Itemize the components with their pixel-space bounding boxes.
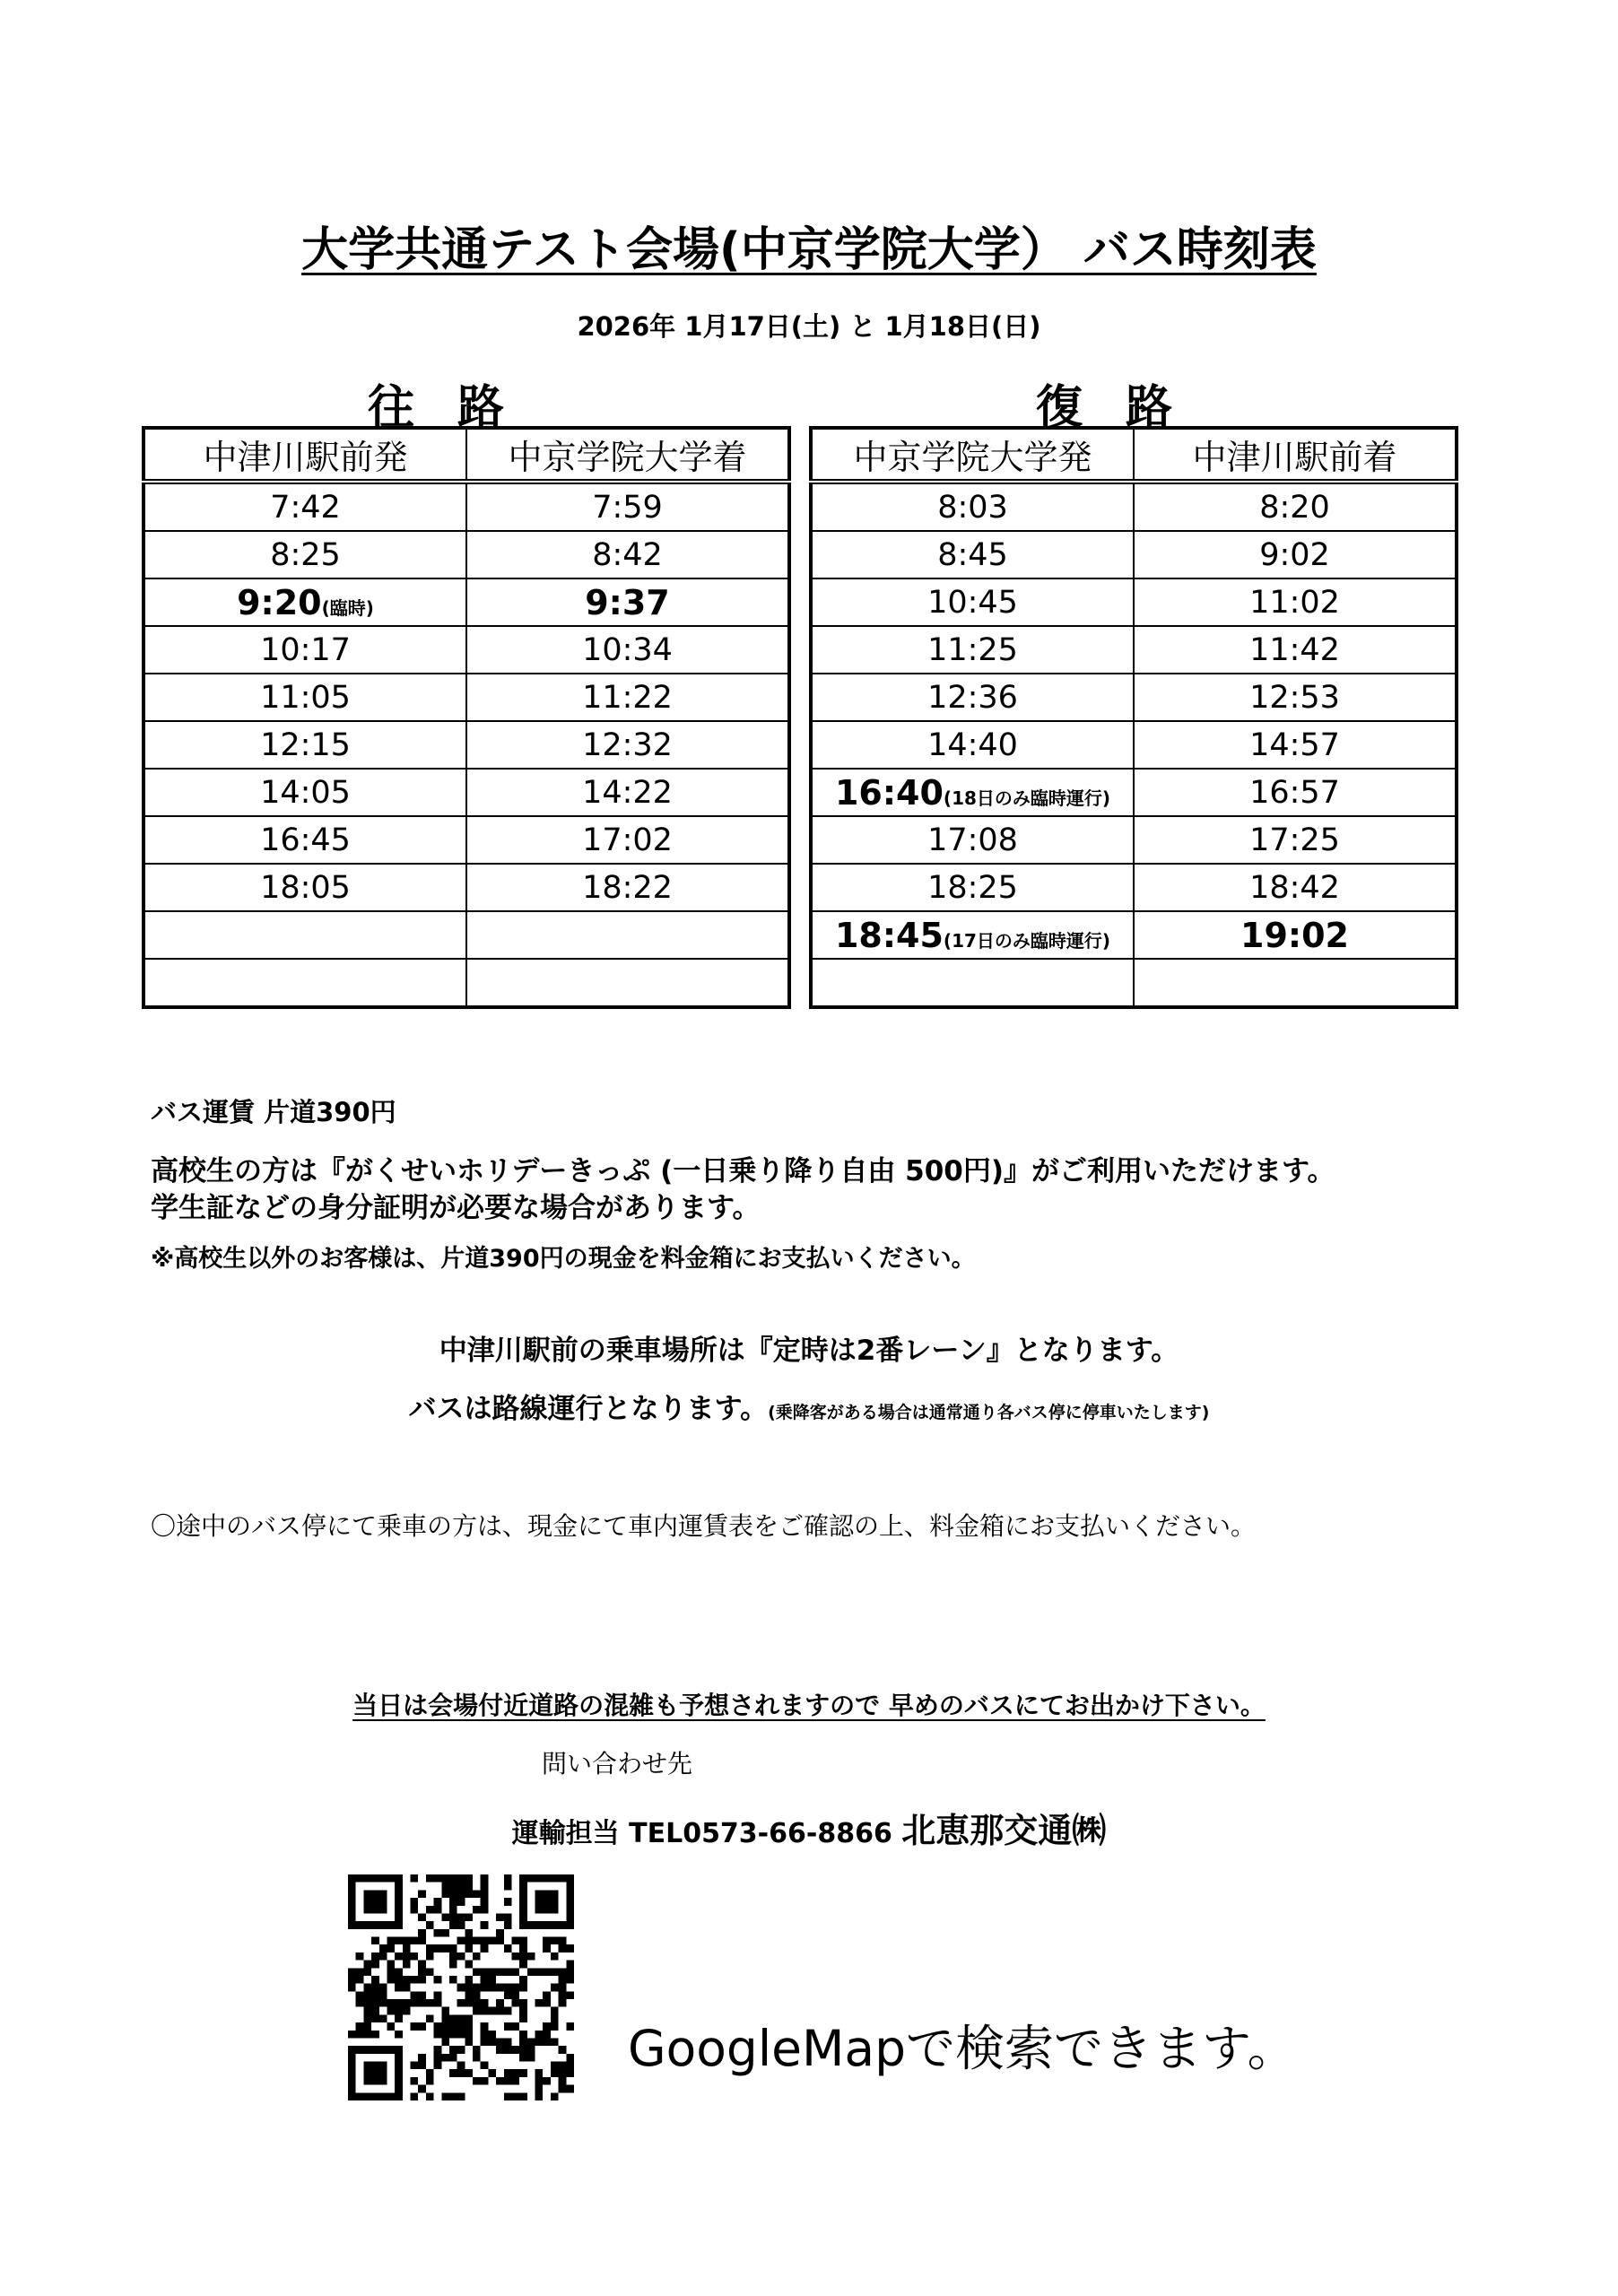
- table-row: [811, 911, 1457, 959]
- arrival-time: 18:42: [1249, 869, 1340, 906]
- table-row: [144, 721, 789, 769]
- table-row: [811, 959, 1457, 1007]
- departure-cell: [811, 482, 1134, 531]
- contact-label: 問い合わせ先: [542, 1749, 693, 1779]
- contact-info: [0, 1803, 1618, 1852]
- arrival-time: 11:22: [582, 679, 673, 716]
- arrival-cell: [466, 531, 789, 578]
- arrival-time: 18:22: [582, 869, 673, 906]
- departure-time: 8:25: [270, 536, 341, 573]
- departure-cell: [811, 769, 1134, 816]
- table-row: [811, 578, 1457, 626]
- return-label: 復路: [1036, 381, 1216, 435]
- departure-cell: [144, 482, 466, 531]
- fare-text: バス運賃 片道390円: [151, 1097, 396, 1127]
- departure-note: (17日のみ臨時運行): [943, 929, 1111, 952]
- arrival-cell: [1134, 911, 1457, 959]
- departure-cell: [144, 769, 466, 816]
- departure-cell: [144, 674, 466, 721]
- departure-time: 8:03: [937, 489, 1008, 526]
- departure-time: 12:15: [260, 726, 351, 763]
- departure-time: 8:45: [937, 536, 1008, 573]
- departure-cell: [144, 816, 466, 864]
- arrival-time: 14:57: [1249, 726, 1340, 763]
- arrival-cell: [466, 721, 789, 769]
- departure-time: 9:20: [237, 582, 322, 622]
- arrival-cell: [466, 578, 789, 626]
- page-title: 大学共通テスト会場(中京学院大学） バス時刻表: [301, 223, 1317, 277]
- company-name: 北恵那交通㈱: [901, 1811, 1107, 1850]
- departure-cell: [144, 721, 466, 769]
- arrival-cell: [1134, 578, 1457, 626]
- arrival-cell: [466, 864, 789, 911]
- midway-boarding-text: 〇途中のバス停にて乗車の方は、現金にて車内運賃表をご確認の上、料金箱にお支払いください。: [151, 1511, 1257, 1541]
- highschool-ticket-text: 高校生の方は『がくせいホリデーきっぷ (一日乗り降り自由 500円)』がご利用いただけます。: [151, 1155, 1335, 1187]
- table-row: [811, 864, 1457, 911]
- arrival-cell: [466, 911, 789, 959]
- qr-code[interactable]: [348, 1874, 574, 2100]
- arrival-cell: [1134, 959, 1457, 1007]
- arrival-cell: [1134, 721, 1457, 769]
- departure-note: (臨時): [321, 596, 374, 619]
- arrival-time: 9:37: [585, 582, 670, 622]
- arrival-time: 12:53: [1249, 679, 1340, 716]
- departure-cell: [144, 626, 466, 674]
- departure-time: 10:45: [927, 584, 1018, 621]
- arrival-time: 9:02: [1259, 536, 1330, 573]
- departure-cell: [144, 531, 466, 578]
- table-row: [144, 531, 789, 578]
- arrival-cell: [1134, 531, 1457, 578]
- arrival-time: 11:02: [1249, 584, 1340, 621]
- arrival-cell: [1134, 816, 1457, 864]
- arrival-time: 19:02: [1240, 915, 1349, 955]
- departure-time: 11:05: [260, 679, 351, 716]
- return-header-arrival: 中津川駅前着: [1134, 428, 1457, 482]
- route-operation-text: [0, 1386, 1618, 1426]
- departure-cell: [811, 911, 1134, 959]
- departure-time: 10:17: [260, 631, 351, 668]
- departure-note: (18日のみ臨時運行): [943, 787, 1111, 809]
- arrival-time: 8:42: [592, 536, 663, 573]
- table-row: [144, 674, 789, 721]
- departure-time: 14:05: [260, 774, 351, 811]
- departure-cell: [811, 721, 1134, 769]
- departure-cell: [144, 959, 466, 1007]
- table-row: [144, 578, 789, 626]
- outbound-timetable: [142, 426, 791, 1009]
- departure-cell: [144, 864, 466, 911]
- arrival-time: 14:22: [582, 774, 673, 811]
- outbound-header-arrival: 中京学院大学着: [466, 428, 789, 482]
- arrival-time: 16:57: [1249, 774, 1340, 811]
- departure-cell: [811, 816, 1134, 864]
- departure-time: 11:25: [927, 631, 1018, 668]
- departure-time: 18:45: [834, 915, 944, 955]
- departure-cell: [144, 578, 466, 626]
- table-row: [811, 674, 1457, 721]
- departure-cell: [811, 626, 1134, 674]
- route-small-text: (乗降客がある場合は通常通り各バス停に停車いたします): [768, 1403, 1210, 1422]
- table-row: [811, 769, 1457, 816]
- table-row: [144, 626, 789, 674]
- arrival-cell: [466, 816, 789, 864]
- service-dates: 2026年 1月17日(土) と 1月18日(日): [577, 311, 1041, 342]
- student-id-text: 学生証などの身分証明が必要な場合があります。: [151, 1192, 761, 1224]
- boarding-location-text: 中津川駅前の乗車場所は『定時は2番レーン』となります。: [439, 1335, 1179, 1367]
- table-row: [144, 482, 789, 531]
- return-timetable: [809, 426, 1458, 1009]
- departure-time: 12:36: [927, 679, 1018, 716]
- arrival-time: 8:20: [1259, 489, 1330, 526]
- arrival-cell: [1134, 626, 1457, 674]
- googlemap-text: GoogleMapで検索できます。: [628, 2020, 1297, 2077]
- table-row: [811, 482, 1457, 531]
- departure-time: 16:45: [260, 822, 351, 858]
- arrival-cell: [466, 626, 789, 674]
- departure-cell: [144, 911, 466, 959]
- departure-time: 17:08: [927, 822, 1018, 858]
- table-row: [811, 531, 1457, 578]
- arrival-cell: [466, 959, 789, 1007]
- route-main-text: バスは路線運行となります。: [408, 1393, 769, 1425]
- table-row: [811, 721, 1457, 769]
- arrival-time: 17:25: [1249, 822, 1340, 858]
- arrival-time: 10:34: [582, 631, 673, 668]
- outbound-label: 往路: [368, 381, 548, 435]
- arrival-time: 7:59: [592, 489, 663, 526]
- arrival-cell: [1134, 769, 1457, 816]
- departure-time: 14:40: [927, 726, 1018, 763]
- arrival-cell: [1134, 482, 1457, 531]
- departure-time: 16:40: [834, 772, 944, 813]
- arrival-cell: [1134, 674, 1457, 721]
- table-row: [144, 816, 789, 864]
- arrival-time: 17:02: [582, 822, 673, 858]
- departure-cell: [811, 578, 1134, 626]
- arrival-cell: [1134, 864, 1457, 911]
- outbound-header-departure: 中津川駅前発: [144, 428, 466, 482]
- table-row: [144, 864, 789, 911]
- arrival-time: 11:42: [1249, 631, 1340, 668]
- table-row: [811, 816, 1457, 864]
- departure-time: 18:25: [927, 869, 1018, 906]
- traffic-warning: 当日は会場付近道路の混雑も予想されますので 早めのバスにてお出かけ下さい。: [352, 1691, 1266, 1720]
- table-row: [811, 626, 1457, 674]
- arrival-cell: [466, 482, 789, 531]
- departure-cell: [811, 864, 1134, 911]
- cash-payment-note: ※高校生以外のお客様は、片道390円の現金を料金箱にお支払いください。: [151, 1245, 976, 1273]
- table-row: [144, 959, 789, 1007]
- departure-cell: [811, 674, 1134, 721]
- table-row: [144, 911, 789, 959]
- departure-cell: [811, 959, 1134, 1007]
- departure-time: 18:05: [260, 869, 351, 906]
- departure-cell: [811, 531, 1134, 578]
- contact-phone: 運輸担当 TEL0573-66-8866: [511, 1818, 892, 1849]
- table-row: [144, 769, 789, 816]
- return-header-departure: 中京学院大学発: [811, 428, 1134, 482]
- arrival-cell: [466, 769, 789, 816]
- departure-time: 7:42: [270, 489, 341, 526]
- arrival-cell: [466, 674, 789, 721]
- arrival-time: 12:32: [582, 726, 673, 763]
